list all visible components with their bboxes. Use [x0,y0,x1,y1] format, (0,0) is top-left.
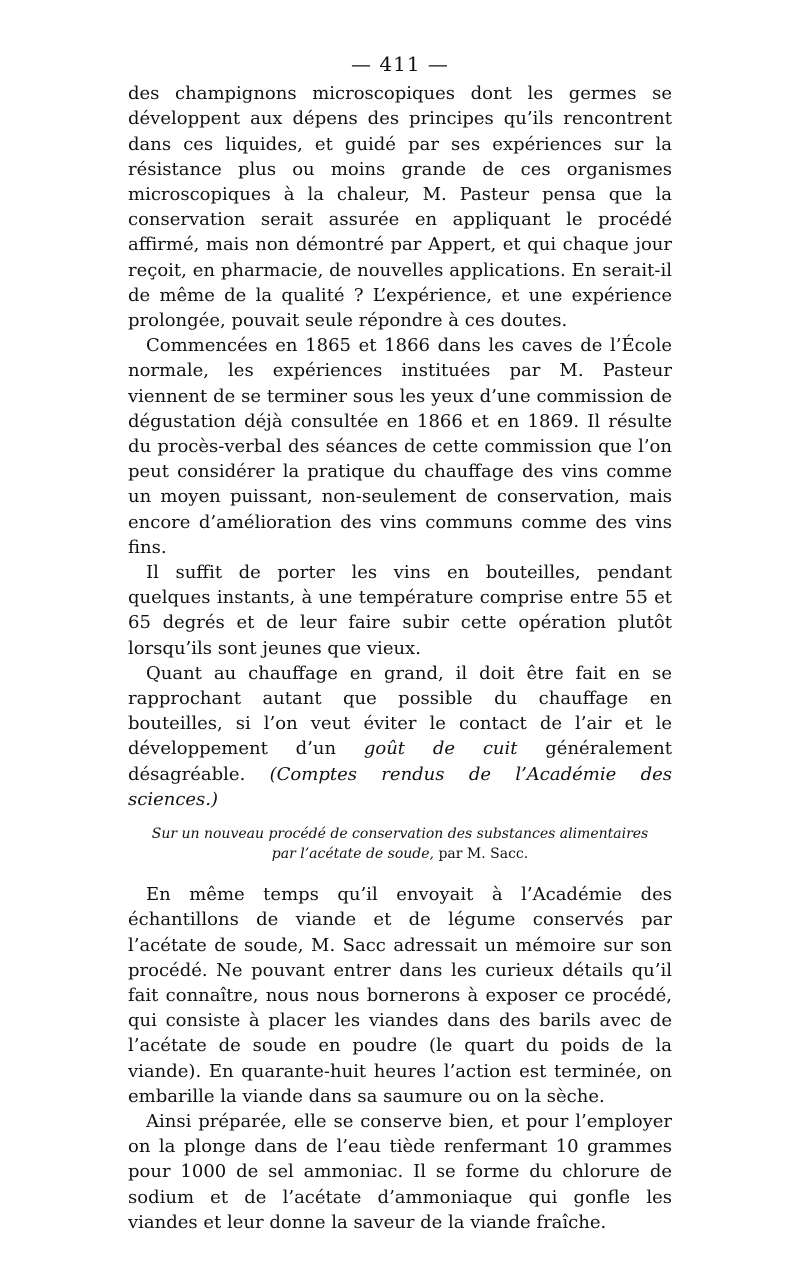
paragraph-5: En même temps qu’il envoyait à l’Académie des échantillons de viande et de légume conservés par l’acétate de soude, M. Sacc adressait un mémoire sur son procédé. Ne pouvant entrer dans les curieux détails qu’il fait connaître, nous nous bornerons à exposer ce procédé, qui consiste à placer les viandes dans des barils avec de l’acétate de soude en poudre (le quart du poids de la viande). En quarante-huit heures l’action est terminée, on embarille la viande dans sa saumure ou on la sèche. [128,884,672,1107]
section-heading [128,824,672,864]
section-heading-line-1: Sur un nouveau procédé de conservation des substances alimentaires [151,826,649,843]
paragraph-4 [128,661,672,812]
italic-phrase: goût de cuit [363,738,518,760]
paragraph-4-text-after: généralement désagréable. [128,738,672,785]
book-page [128,52,672,1235]
paragraph-1: des champignons microscopiques dont les germes se développent aux dépens des principes qu’ils rencontrent dans ces liquides, et guidé par ses expériences sur la résistance plus ou moins grande de ces organismes microscopiques à la chaleur, M. Pasteur pensa que la conservation serait assurée en appliquant le procédé affirmé, mais non démontré par Appert, et qui chaque jour reçoit, en pharmacie, de nouvelles applications. En serait-il de même de la qualité ? L’expérience, et une expérience prolongée, pouvait seule répondre à ces doutes. [128,83,672,332]
citation: (Comptes rendus de l’Académie des sciences.) [128,763,673,810]
section-heading-subtitle: par l’acétate de soude, [271,846,434,863]
paragraph-4-text-before: Quant au chauffage en grand, il doit être fait en se rapprochant autant que possible du chauffage en bouteilles, si l’on veut éviter le contact de l’air et le développement d’un [128,662,672,760]
paragraph-6: Ainsi préparée, elle se conserve bien, et pour l’employer on la plonge dans de l’eau tiède renfermant 10 grammes pour 1000 de sel ammoniac. Il se forme du chlorure de sodium et de l’acétate d’ammoniaque qui gonfle les viandes et leur donne la saveur de la viande fraîche. [128,1110,672,1233]
section-heading-line-2 [128,844,672,864]
paragraph-2: Commencées en 1865 et 1866 dans les caves de l’École normale, les expériences instituées par M. Pasteur viennent de se terminer sous les yeux d’une commission de dégustation déjà consultée en 1866 et en 1869. Il résulte du procès-verbal des séances de cette commission que l’on peut considérer la pratique du chauffage des vins comme un moyen puissant, non-seulement de conservation, mais encore d’amélioration des vins communs comme des vins fins. [128,335,672,558]
section-heading-author: par M. Sacc. [434,846,529,863]
paragraph-3: Il suffit de porter les vins en bouteilles, pendant quelques instants, à une température comprise entre 55 et 65 degrés et de leur faire subir cette opération plutôt lorsqu’ils sont jeunes que vieux. [128,562,672,659]
page-number: — 411 — [351,52,449,76]
